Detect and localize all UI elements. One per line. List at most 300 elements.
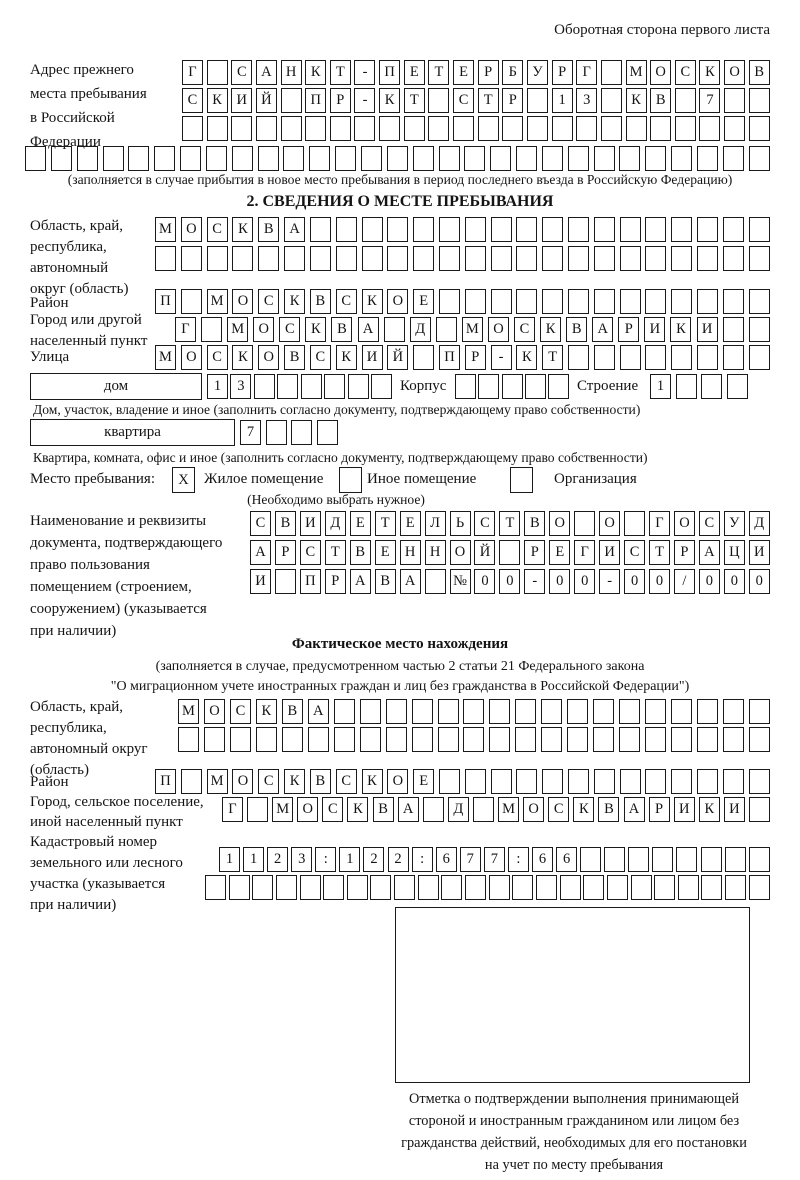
char-cell[interactable]: И [231, 88, 252, 113]
char-cell[interactable] [604, 847, 625, 872]
char-cell[interactable] [309, 146, 330, 171]
char-cell[interactable]: П [300, 569, 321, 594]
char-cell[interactable]: Е [375, 540, 396, 565]
char-cell[interactable] [439, 217, 460, 242]
prev-address-row-1[interactable] [182, 60, 770, 85]
char-cell[interactable]: С [182, 88, 203, 113]
char-cell[interactable] [334, 727, 355, 752]
char-cell[interactable] [725, 847, 746, 872]
char-cell[interactable] [423, 797, 444, 822]
char-cell[interactable]: И [749, 540, 770, 565]
char-cell[interactable] [567, 699, 588, 724]
char-cell[interactable]: Г [576, 60, 597, 85]
char-cell[interactable] [675, 88, 696, 113]
char-cell[interactable] [607, 875, 628, 900]
char-cell[interactable]: Й [387, 345, 408, 370]
char-cell[interactable] [536, 875, 557, 900]
char-cell[interactable] [205, 875, 226, 900]
char-cell[interactable]: К [362, 289, 383, 314]
char-cell[interactable]: О [387, 769, 408, 794]
char-cell[interactable]: О [523, 797, 544, 822]
char-cell[interactable] [230, 727, 251, 752]
char-cell[interactable]: О [387, 289, 408, 314]
region-row-2[interactable] [155, 246, 770, 271]
char-cell[interactable] [502, 374, 523, 399]
char-cell[interactable]: Т [404, 88, 425, 113]
char-cell[interactable]: Й [256, 88, 277, 113]
char-cell[interactable]: М [207, 289, 228, 314]
char-cell[interactable]: Й [474, 540, 495, 565]
char-cell[interactable] [724, 116, 745, 141]
char-cell[interactable]: Р [674, 540, 695, 565]
char-cell[interactable] [552, 116, 573, 141]
char-cell[interactable]: 1 [339, 847, 360, 872]
char-cell[interactable] [305, 116, 326, 141]
char-cell[interactable]: П [155, 769, 176, 794]
char-cell[interactable] [413, 345, 434, 370]
char-cell[interactable]: Н [400, 540, 421, 565]
char-cell[interactable] [567, 727, 588, 752]
char-cell[interactable] [412, 727, 433, 752]
char-cell[interactable] [252, 875, 273, 900]
char-cell[interactable] [464, 146, 485, 171]
char-cell[interactable]: Т [649, 540, 670, 565]
char-cell[interactable] [413, 217, 434, 242]
char-cell[interactable] [232, 246, 253, 271]
char-cell[interactable]: 1 [243, 847, 264, 872]
char-cell[interactable] [465, 217, 486, 242]
char-cell[interactable] [281, 116, 302, 141]
char-cell[interactable] [583, 875, 604, 900]
char-cell[interactable]: К [670, 317, 691, 342]
char-cell[interactable] [601, 60, 622, 85]
char-cell[interactable] [277, 374, 298, 399]
char-cell[interactable]: 6 [532, 847, 553, 872]
char-cell[interactable] [455, 374, 476, 399]
char-cell[interactable]: В [258, 217, 279, 242]
char-cell[interactable] [441, 875, 462, 900]
apartment-number-row[interactable] [240, 420, 338, 445]
region-row-1[interactable] [155, 217, 770, 242]
char-cell[interactable] [256, 116, 277, 141]
char-cell[interactable] [624, 511, 645, 536]
char-cell[interactable]: О [181, 217, 202, 242]
char-cell[interactable]: А [358, 317, 379, 342]
char-cell[interactable]: - [524, 569, 545, 594]
char-cell[interactable] [650, 116, 671, 141]
char-cell[interactable]: Р [649, 797, 670, 822]
fact-region-row-2[interactable] [178, 727, 770, 752]
char-cell[interactable] [128, 146, 149, 171]
char-cell[interactable] [347, 875, 368, 900]
char-cell[interactable]: 1 [207, 374, 228, 399]
char-cell[interactable] [317, 420, 338, 445]
char-cell[interactable] [178, 727, 199, 752]
char-cell[interactable]: 0 [699, 569, 720, 594]
char-cell[interactable]: К [207, 88, 228, 113]
char-cell[interactable] [300, 875, 321, 900]
char-cell[interactable]: Д [448, 797, 469, 822]
char-cell[interactable]: 1 [650, 374, 671, 399]
char-cell[interactable] [155, 246, 176, 271]
char-cell[interactable]: О [181, 345, 202, 370]
char-cell[interactable] [439, 246, 460, 271]
char-cell[interactable] [671, 345, 692, 370]
char-cell[interactable]: : [508, 847, 529, 872]
char-cell[interactable]: 2 [363, 847, 384, 872]
char-cell[interactable]: 0 [649, 569, 670, 594]
char-cell[interactable]: Г [649, 511, 670, 536]
char-cell[interactable]: И [362, 345, 383, 370]
char-cell[interactable] [749, 727, 770, 752]
char-cell[interactable] [749, 217, 770, 242]
char-cell[interactable]: 6 [436, 847, 457, 872]
char-cell[interactable] [619, 727, 640, 752]
char-cell[interactable]: П [379, 60, 400, 85]
char-cell[interactable] [525, 374, 546, 399]
char-cell[interactable] [258, 146, 279, 171]
char-cell[interactable]: Г [574, 540, 595, 565]
char-cell[interactable]: П [305, 88, 326, 113]
char-cell[interactable]: Н [281, 60, 302, 85]
char-cell[interactable] [491, 769, 512, 794]
char-cell[interactable] [701, 374, 722, 399]
char-cell[interactable] [379, 116, 400, 141]
char-cell[interactable] [387, 217, 408, 242]
char-cell[interactable] [489, 727, 510, 752]
char-cell[interactable] [645, 727, 666, 752]
char-cell[interactable] [231, 116, 252, 141]
char-cell[interactable] [654, 875, 675, 900]
char-cell[interactable] [594, 146, 615, 171]
char-cell[interactable]: М [178, 699, 199, 724]
char-cell[interactable]: К [699, 797, 720, 822]
char-cell[interactable] [749, 345, 770, 370]
char-cell[interactable]: К [284, 769, 305, 794]
char-cell[interactable]: С [675, 60, 696, 85]
char-cell[interactable] [413, 246, 434, 271]
char-cell[interactable] [348, 374, 369, 399]
char-cell[interactable]: О [258, 345, 279, 370]
char-cell[interactable] [568, 289, 589, 314]
char-cell[interactable]: 1 [219, 847, 240, 872]
char-cell[interactable] [620, 769, 641, 794]
char-cell[interactable]: 3 [230, 374, 251, 399]
fact-city-row[interactable] [222, 797, 770, 822]
char-cell[interactable]: 0 [499, 569, 520, 594]
char-cell[interactable] [723, 317, 744, 342]
char-cell[interactable]: И [300, 511, 321, 536]
char-cell[interactable] [336, 217, 357, 242]
char-cell[interactable] [491, 246, 512, 271]
char-cell[interactable] [515, 727, 536, 752]
char-cell[interactable]: С [250, 511, 271, 536]
char-cell[interactable] [541, 699, 562, 724]
char-cell[interactable] [360, 699, 381, 724]
char-cell[interactable]: Р [275, 540, 296, 565]
char-cell[interactable] [701, 847, 722, 872]
char-cell[interactable]: Т [478, 88, 499, 113]
char-cell[interactable]: Р [502, 88, 523, 113]
char-cell[interactable]: Р [330, 88, 351, 113]
char-cell[interactable] [697, 699, 718, 724]
char-cell[interactable]: 0 [574, 569, 595, 594]
char-cell[interactable] [330, 116, 351, 141]
char-cell[interactable]: 0 [624, 569, 645, 594]
char-cell[interactable]: В [373, 797, 394, 822]
char-cell[interactable] [727, 374, 748, 399]
char-cell[interactable] [282, 727, 303, 752]
char-cell[interactable]: К [347, 797, 368, 822]
char-cell[interactable] [301, 374, 322, 399]
cadastre-row-2[interactable] [205, 875, 770, 900]
char-cell[interactable] [281, 88, 302, 113]
char-cell[interactable] [724, 88, 745, 113]
char-cell[interactable] [671, 289, 692, 314]
char-cell[interactable] [723, 769, 744, 794]
char-cell[interactable]: К [379, 88, 400, 113]
char-cell[interactable] [275, 569, 296, 594]
char-cell[interactable] [360, 727, 381, 752]
char-cell[interactable]: Р [325, 569, 346, 594]
char-cell[interactable] [463, 727, 484, 752]
char-cell[interactable] [671, 699, 692, 724]
char-cell[interactable]: К [540, 317, 561, 342]
char-cell[interactable]: Т [375, 511, 396, 536]
char-cell[interactable]: К [256, 699, 277, 724]
char-cell[interactable] [749, 116, 770, 141]
char-cell[interactable] [671, 727, 692, 752]
char-cell[interactable]: С [258, 289, 279, 314]
char-cell[interactable] [181, 769, 202, 794]
char-cell[interactable]: Л [425, 511, 446, 536]
char-cell[interactable] [491, 217, 512, 242]
char-cell[interactable] [310, 217, 331, 242]
char-cell[interactable] [697, 769, 718, 794]
char-cell[interactable] [749, 317, 770, 342]
char-cell[interactable] [207, 60, 228, 85]
char-cell[interactable]: П [155, 289, 176, 314]
char-cell[interactable]: - [599, 569, 620, 594]
char-cell[interactable]: К [336, 345, 357, 370]
char-cell[interactable] [465, 875, 486, 900]
char-cell[interactable] [182, 116, 203, 141]
char-cell[interactable] [548, 374, 569, 399]
char-cell[interactable]: В [524, 511, 545, 536]
char-cell[interactable]: С [548, 797, 569, 822]
char-cell[interactable] [284, 246, 305, 271]
char-cell[interactable]: М [227, 317, 248, 342]
char-cell[interactable]: М [155, 217, 176, 242]
char-cell[interactable] [336, 246, 357, 271]
char-cell[interactable]: С [300, 540, 321, 565]
char-cell[interactable] [229, 875, 250, 900]
char-cell[interactable]: - [491, 345, 512, 370]
char-cell[interactable] [626, 116, 647, 141]
city-row[interactable] [175, 317, 770, 342]
char-cell[interactable]: У [527, 60, 548, 85]
char-cell[interactable] [697, 345, 718, 370]
char-cell[interactable] [478, 374, 499, 399]
char-cell[interactable]: В [598, 797, 619, 822]
char-cell[interactable]: В [310, 289, 331, 314]
char-cell[interactable]: И [697, 317, 718, 342]
char-cell[interactable] [619, 146, 640, 171]
char-cell[interactable]: С [207, 217, 228, 242]
char-cell[interactable] [439, 146, 460, 171]
char-cell[interactable] [258, 246, 279, 271]
char-cell[interactable]: В [310, 769, 331, 794]
char-cell[interactable] [516, 769, 537, 794]
char-cell[interactable]: Е [413, 769, 434, 794]
char-cell[interactable] [645, 769, 666, 794]
char-cell[interactable] [723, 727, 744, 752]
char-cell[interactable]: С [231, 60, 252, 85]
char-cell[interactable] [473, 797, 494, 822]
char-cell[interactable] [413, 146, 434, 171]
char-cell[interactable]: Р [618, 317, 639, 342]
char-cell[interactable]: Т [330, 60, 351, 85]
char-cell[interactable] [362, 246, 383, 271]
char-cell[interactable]: О [232, 289, 253, 314]
house-field-box[interactable]: дом [30, 373, 202, 400]
char-cell[interactable]: / [674, 569, 695, 594]
house-number-row[interactable] [207, 374, 392, 399]
char-cell[interactable]: 7 [699, 88, 720, 113]
char-cell[interactable] [697, 727, 718, 752]
char-cell[interactable] [516, 146, 537, 171]
char-cell[interactable]: - [354, 88, 375, 113]
char-cell[interactable]: О [253, 317, 274, 342]
char-cell[interactable] [697, 146, 718, 171]
char-cell[interactable]: Д [749, 511, 770, 536]
char-cell[interactable] [425, 569, 446, 594]
checkbox-organization[interactable] [510, 467, 533, 493]
char-cell[interactable] [574, 511, 595, 536]
char-cell[interactable] [619, 699, 640, 724]
char-cell[interactable] [568, 246, 589, 271]
char-cell[interactable]: М [207, 769, 228, 794]
char-cell[interactable] [594, 345, 615, 370]
char-cell[interactable] [439, 289, 460, 314]
char-cell[interactable]: 0 [474, 569, 495, 594]
char-cell[interactable] [527, 88, 548, 113]
char-cell[interactable]: Е [413, 289, 434, 314]
char-cell[interactable]: А [308, 699, 329, 724]
char-cell[interactable] [266, 420, 287, 445]
prev-address-row-4[interactable] [25, 146, 770, 171]
char-cell[interactable] [515, 699, 536, 724]
char-cell[interactable]: С [336, 769, 357, 794]
char-cell[interactable] [25, 146, 46, 171]
char-cell[interactable] [594, 769, 615, 794]
char-cell[interactable] [491, 289, 512, 314]
doc-row-2[interactable] [250, 540, 770, 565]
char-cell[interactable] [678, 875, 699, 900]
char-cell[interactable]: : [315, 847, 336, 872]
char-cell[interactable] [438, 727, 459, 752]
char-cell[interactable]: А [284, 217, 305, 242]
char-cell[interactable] [671, 769, 692, 794]
char-cell[interactable]: Д [410, 317, 431, 342]
char-cell[interactable] [725, 875, 746, 900]
char-cell[interactable]: В [650, 88, 671, 113]
char-cell[interactable]: К [284, 289, 305, 314]
char-cell[interactable] [370, 875, 391, 900]
char-cell[interactable] [568, 217, 589, 242]
char-cell[interactable] [723, 246, 744, 271]
char-cell[interactable]: Г [175, 317, 196, 342]
char-cell[interactable] [645, 217, 666, 242]
char-cell[interactable] [580, 847, 601, 872]
char-cell[interactable]: Р [465, 345, 486, 370]
char-cell[interactable] [201, 317, 222, 342]
char-cell[interactable] [516, 217, 537, 242]
char-cell[interactable] [594, 289, 615, 314]
char-cell[interactable] [749, 88, 770, 113]
char-cell[interactable] [181, 289, 202, 314]
char-cell[interactable]: А [398, 797, 419, 822]
char-cell[interactable] [412, 699, 433, 724]
char-cell[interactable] [697, 217, 718, 242]
char-cell[interactable] [499, 540, 520, 565]
char-cell[interactable] [386, 727, 407, 752]
char-cell[interactable]: А [250, 540, 271, 565]
char-cell[interactable]: М [462, 317, 483, 342]
char-cell[interactable]: А [592, 317, 613, 342]
char-cell[interactable]: О [599, 511, 620, 536]
char-cell[interactable] [542, 246, 563, 271]
char-cell[interactable]: О [232, 769, 253, 794]
doc-row-3[interactable] [250, 569, 770, 594]
district-row[interactable] [155, 289, 770, 314]
char-cell[interactable]: 7 [240, 420, 261, 445]
char-cell[interactable]: Г [182, 60, 203, 85]
char-cell[interactable] [207, 116, 228, 141]
char-cell[interactable]: С [336, 289, 357, 314]
prev-address-row-3[interactable] [182, 116, 770, 141]
char-cell[interactable]: О [674, 511, 695, 536]
char-cell[interactable] [675, 116, 696, 141]
char-cell[interactable]: А [699, 540, 720, 565]
char-cell[interactable]: 0 [549, 569, 570, 594]
char-cell[interactable] [232, 146, 253, 171]
char-cell[interactable] [180, 146, 201, 171]
char-cell[interactable] [749, 875, 770, 900]
char-cell[interactable]: К [573, 797, 594, 822]
char-cell[interactable] [568, 345, 589, 370]
char-cell[interactable]: С [230, 699, 251, 724]
char-cell[interactable]: В [284, 345, 305, 370]
char-cell[interactable] [723, 289, 744, 314]
char-cell[interactable]: Е [453, 60, 474, 85]
char-cell[interactable] [749, 847, 770, 872]
char-cell[interactable] [620, 345, 641, 370]
char-cell[interactable]: И [674, 797, 695, 822]
char-cell[interactable]: К [626, 88, 647, 113]
char-cell[interactable]: И [250, 569, 271, 594]
char-cell[interactable]: С [310, 345, 331, 370]
char-cell[interactable] [699, 116, 720, 141]
char-cell[interactable] [723, 217, 744, 242]
char-cell[interactable]: С [514, 317, 535, 342]
char-cell[interactable] [387, 146, 408, 171]
char-cell[interactable]: Г [222, 797, 243, 822]
char-cell[interactable]: М [498, 797, 519, 822]
char-cell[interactable]: 7 [484, 847, 505, 872]
korpus-row[interactable] [455, 374, 569, 399]
char-cell[interactable]: О [297, 797, 318, 822]
